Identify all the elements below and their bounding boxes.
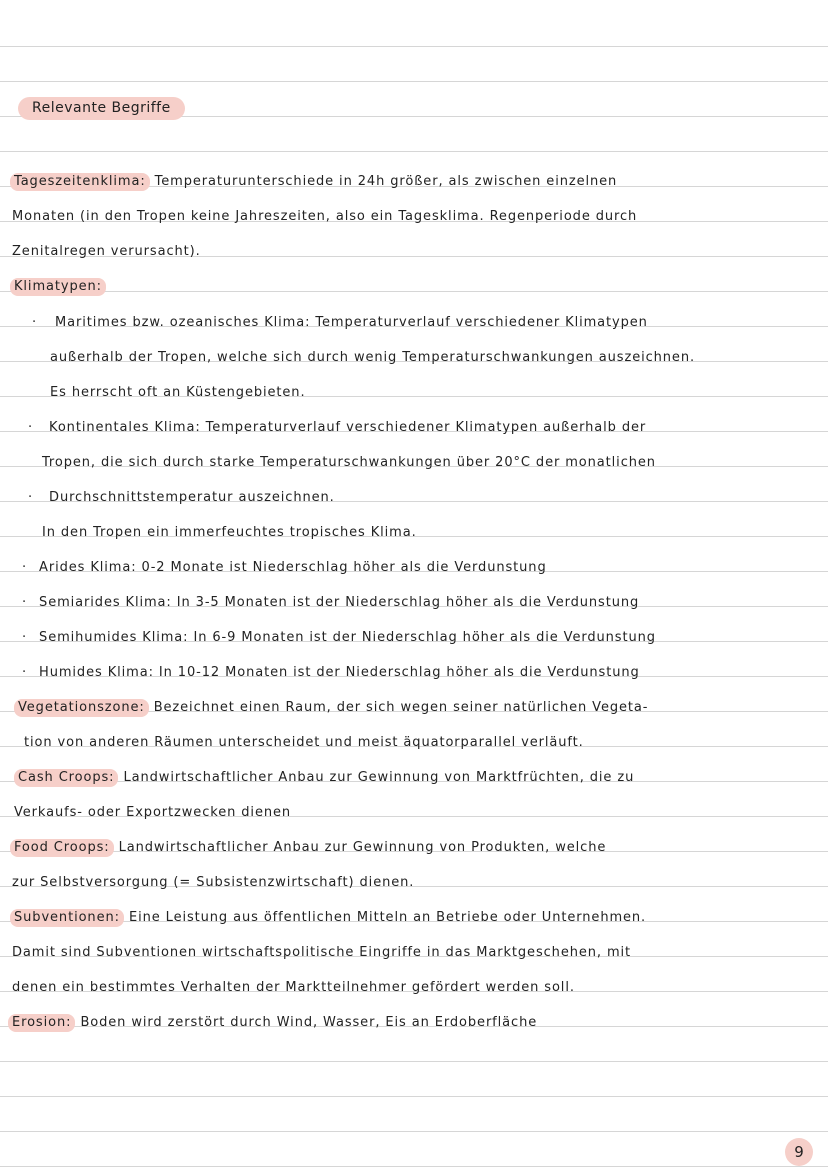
bullet: · <box>28 420 34 435</box>
definition-tageszeitenklima <box>0 174 828 189</box>
list-item <box>0 595 828 610</box>
list-item <box>0 630 828 645</box>
list-text: Humides Klima: In 10-12 Monaten ist der Niederschlag höher als die Verdunstung <box>39 665 640 680</box>
definition-food-croops <box>0 840 828 855</box>
text-line: Damit sind Subventionen wirtschaftspolitische Eingriffe in das Marktgeschehen, mit <box>12 945 632 960</box>
page-number-badge: 9 <box>785 1138 813 1166</box>
definition-text: Boden wird zerstört durch Wind, Wasser, Eis an Erdoberfläche <box>80 1015 538 1030</box>
text-line: In den Tropen ein immerfeuchtes tropisches Klima. <box>42 525 417 540</box>
list-text: Kontinentales Klima: Temperaturverlauf verschiedener Klimatypen außerhalb der <box>49 420 647 435</box>
definition-erosion <box>0 1015 828 1030</box>
text-line: Monaten (in den Tropen keine Jahreszeiten, also ein Tagesklima. Regenperiode durch <box>12 209 638 224</box>
term-highlight: Vegetationszone: <box>14 699 149 717</box>
bullet: · <box>28 490 34 505</box>
bullet: · <box>22 630 28 645</box>
definition-text: Eine Leistung aus öffentlichen Mitteln an Betriebe oder Unternehmen. <box>128 910 647 925</box>
page-heading: Relevante Begriffe <box>18 97 185 120</box>
text-line: Verkaufs- oder Exportzwecken dienen <box>14 805 292 820</box>
term-highlight: Food Croops: <box>10 839 114 857</box>
list-text: Durchschnittstemperatur auszeichnen. <box>49 490 335 505</box>
bullet: · <box>22 560 28 575</box>
list-text: Arides Klima: 0-2 Monate ist Niederschlag höher als die Verdunstung <box>39 560 547 575</box>
list-text: Maritimes bzw. ozeanisches Klima: Temperaturverlauf verschiedener Klimatypen <box>55 315 648 330</box>
bullet: · <box>32 315 38 330</box>
list-text: Semihumides Klima: In 6-9 Monaten ist der Niederschlag höher als die Verdunstung <box>39 630 656 645</box>
definition-text: Landwirtschaftlicher Anbau zur Gewinnung von Marktfrüchten, die zu <box>123 770 635 785</box>
definition-vegetationszone <box>0 700 828 715</box>
list-text: Semiarides Klima: In 3-5 Monaten ist der Niederschlag höher als die Verdunstung <box>39 595 640 610</box>
text-line: zur Selbstversorgung (= Subsistenzwirtschaft) dienen. <box>12 875 415 890</box>
text-line: Tropen, die sich durch starke Temperaturschwankungen über 20°C der monatlichen <box>42 455 656 470</box>
definition-subventionen <box>0 910 828 925</box>
term-highlight: Erosion: <box>8 1014 75 1032</box>
list-item <box>0 665 828 680</box>
term-highlight: Cash Croops: <box>14 769 118 787</box>
text-line: Zenitalregen verursacht). <box>12 244 201 259</box>
text-line: denen ein bestimmtes Verhalten der Marktteilnehmer gefördert werden soll. <box>12 980 575 995</box>
text-line: außerhalb der Tropen, welche sich durch wenig Temperaturschwankungen auszeichnen. <box>50 350 696 365</box>
definition-text: Bezeichnet einen Raum, der sich wegen seiner natürlichen Vegeta- <box>153 700 649 715</box>
term-highlight: Tageszeitenklima: <box>10 173 150 191</box>
term-highlight: Subventionen: <box>10 909 124 927</box>
definition-cash-croops <box>0 770 828 785</box>
heading-klimatypen <box>0 279 828 294</box>
definition-text: Landwirtschaftlicher Anbau zur Gewinnung von Produkten, welche <box>118 840 607 855</box>
term-highlight: Klimatypen: <box>10 278 106 296</box>
list-item <box>0 315 828 330</box>
bullet: · <box>22 595 28 610</box>
text-line: tion von anderen Räumen unterscheidet und meist äquatorparallel verläuft. <box>24 735 584 750</box>
bullet: · <box>22 665 28 680</box>
text-line: Es herrscht oft an Küstengebieten. <box>50 385 306 400</box>
list-item <box>0 490 828 505</box>
definition-text: Temperaturunterschiede in 24h größer, als zwischen einzelnen <box>154 174 618 189</box>
list-item <box>0 420 828 435</box>
list-item <box>0 560 828 575</box>
